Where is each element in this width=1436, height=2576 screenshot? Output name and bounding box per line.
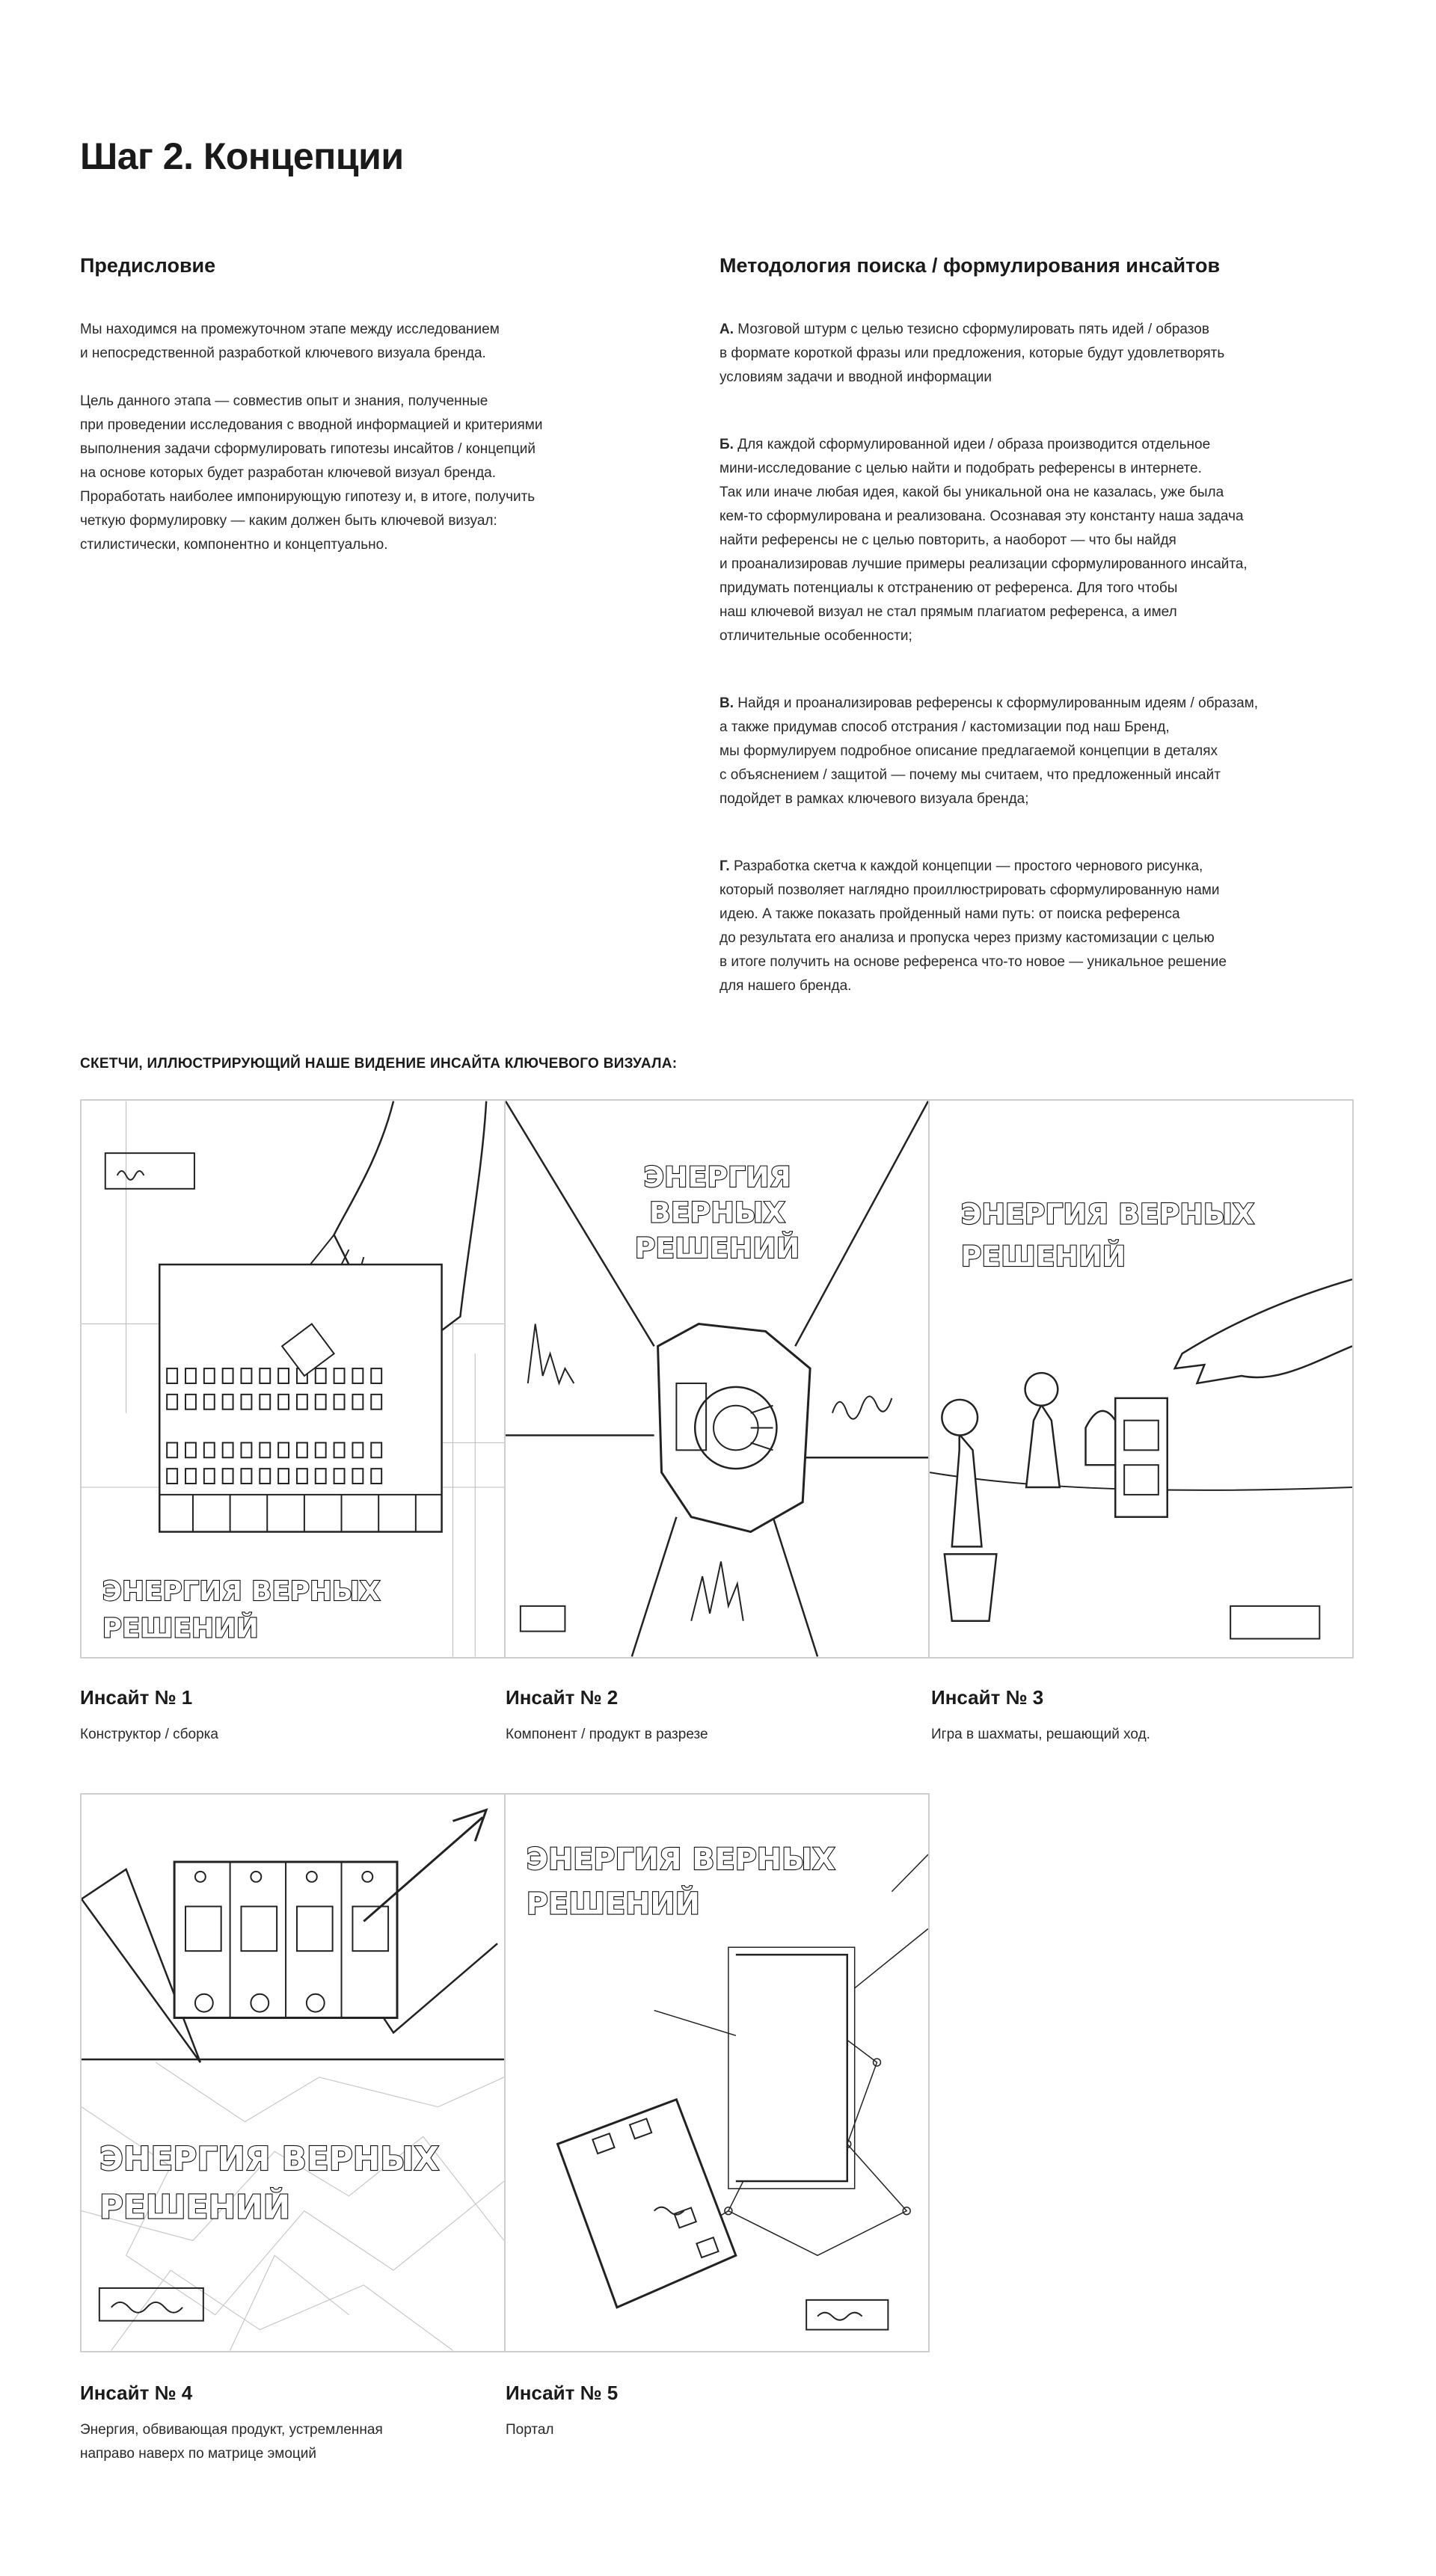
- insight-title: Инсайт № 1: [80, 1686, 193, 1709]
- sketch-card-3[interactable]: [928, 1099, 1354, 1659]
- insight-text: Портал: [506, 2422, 554, 2438]
- sketch-slogan-line2: РЕШЕНИЙ: [99, 2188, 291, 2227]
- captions-row-2: [80, 2382, 931, 2466]
- insight-caption-3: [931, 1686, 1357, 1747]
- sketch-5-illustration: [506, 1795, 928, 2351]
- sketch-slogan-line1: ЭНЕРГИЯ ВЕРНЫХ: [102, 1576, 381, 1607]
- item-letter: А.: [719, 322, 734, 337]
- insight-text: Энергия, обвивающая продукт, устремленная направо наверх по матрице эмоций: [80, 2422, 383, 2462]
- insight-caption-5: [506, 2382, 931, 2466]
- sketch-slogan-word1: ЭНЕРГИЯ: [643, 1160, 791, 1193]
- sketch-card-5[interactable]: [504, 1793, 930, 2352]
- methodology-item-v: [719, 692, 1363, 811]
- sketch-slogan-line2: РЕШЕНИЙ: [526, 1887, 700, 1922]
- item-letter: Б.: [719, 437, 734, 452]
- insight-title: Инсайт № 4: [80, 2382, 193, 2404]
- insight-text: Компонент / продукт в разрезе: [506, 1727, 708, 1742]
- sketch-slogan-line1: ЭНЕРГИЯ ВЕРНЫХ: [99, 2140, 440, 2179]
- insight-text: Конструктор / сборка: [80, 1727, 218, 1742]
- sketch-row-2: [80, 1793, 928, 2352]
- methodology-item-a: [719, 318, 1363, 390]
- sketch-row-1: [80, 1099, 1352, 1659]
- sketch-slogan-line2: РЕШЕНИЙ: [960, 1240, 1126, 1273]
- insight-caption-4: [80, 2382, 506, 2466]
- methodology-item-g: [719, 855, 1363, 998]
- methodology-section: [719, 250, 1363, 1042]
- sketch-slogan-line2: РЕШЕНИЙ: [102, 1613, 259, 1644]
- sketch-card-2[interactable]: [504, 1099, 930, 1659]
- preface-title: Предисловие: [80, 254, 216, 277]
- methodology-title: Методология поиска / формулирования инсайтов: [719, 254, 1221, 277]
- methodology-item-b: [719, 433, 1363, 648]
- sketch-slogan-line1: ЭНЕРГИЯ ВЕРНЫХ: [960, 1197, 1255, 1231]
- preface-paragraph-1: Мы находимся на промежуточном этапе между исследованием и непосредственной разработкой ключевого визуала бренда.: [80, 322, 500, 361]
- item-text: Разработка скетча к каждой концепции — простого чернового рисунка, который позволяет наглядно проиллюстрировать сформулированную нами идею. А также показать пройденный нами путь: от поиска референса до результата его анализа и пропуска через призму кастомизации с целью в итоге получить на основе референса что-то новое — уникальное решение для нашего бренда.: [719, 858, 1227, 994]
- item-letter: Г.: [719, 858, 730, 874]
- insight-title: Инсайт № 2: [506, 1686, 619, 1709]
- preface-paragraph-2: Цель данного этапа — совместив опыт и знания, полученные при проведении исследования с вводной информацией и критериями выполнения задачи сформулировать гипотезы инсайтов / концепций на основе которых будет разработан ключевой визуал бренда. Проработать наиболее импонирующую гипотезу и, в итоге, получить четкую формулировку — каким должен быть ключевой визуал: стилистически, компонентно и концептуально.: [80, 393, 543, 553]
- sketches-heading: СКЕТЧИ, ИЛЛЮСТРИРУЮЩИЙ НАШЕ ВИДЕНИЕ ИНСАЙТА КЛЮЧЕВОГО ВИЗУАЛА:: [80, 1056, 678, 1072]
- sketch-card-1[interactable]: [80, 1099, 506, 1659]
- captions-row-1: [80, 1686, 1357, 1747]
- sketch-1-illustration: [82, 1101, 504, 1657]
- page-title: Шаг 2. Концепции: [80, 135, 404, 177]
- insight-title: Инсайт № 5: [506, 2382, 619, 2404]
- item-text: Найдя и проанализировав референсы к сформулированным идеям / образам, а также придумав способ отстрания / кастомизации под наш Бренд, мы формулируем подробное описание предлагаемой концепции в деталях с объяснением / защитой — почему мы считаем, что предложенный инсайт подойдет в рамках ключевого визуала бренда;: [719, 695, 1259, 807]
- sketch-2-illustration: [506, 1101, 928, 1657]
- insight-title: Инсайт № 3: [931, 1686, 1044, 1709]
- sketch-3-illustration: [930, 1101, 1352, 1657]
- item-text: Для каждой сформулированной идеи / образа производится отдельное мини-исследование с целью найти и подобрать референсы в интернете. Так или иначе любая идея, какой бы уникальной она не казалась, уже была кем-то сформулирована и реализована. Осознавая эту константу наша задача найти референсы не с целью повторить, а наоборот — что бы найдя и проанализировав лучшие примеры реализации сформулированного инсайта, придумать потенциалы к отстранению от референса. Для того чтобы наш ключевой визуал не стал прямым плагиатом референса, а имел отличительные особенности;: [719, 437, 1248, 644]
- sketch-slogan-line1: ЭНЕРГИЯ ВЕРНЫХ: [526, 1842, 835, 1877]
- insight-text: Игра в шахматы, решающий ход.: [931, 1727, 1150, 1742]
- sketch-slogan-word2: ВЕРНЫХ: [649, 1196, 785, 1229]
- sketch-4-illustration: [82, 1795, 504, 2351]
- preface-section: [80, 250, 663, 581]
- sketch-card-4[interactable]: [80, 1793, 506, 2352]
- insight-caption-1: [80, 1686, 506, 1747]
- item-text: Мозговой штурм с целью тезисно сформулировать пять идей / образов в формате короткой фразы или предложения, которые будут удовлетворять условиям задачи и вводной информации: [719, 322, 1225, 385]
- item-letter: В.: [719, 695, 734, 711]
- insight-caption-2: [506, 1686, 931, 1747]
- sketch-slogan-word3: РЕШЕНИЙ: [634, 1232, 800, 1265]
